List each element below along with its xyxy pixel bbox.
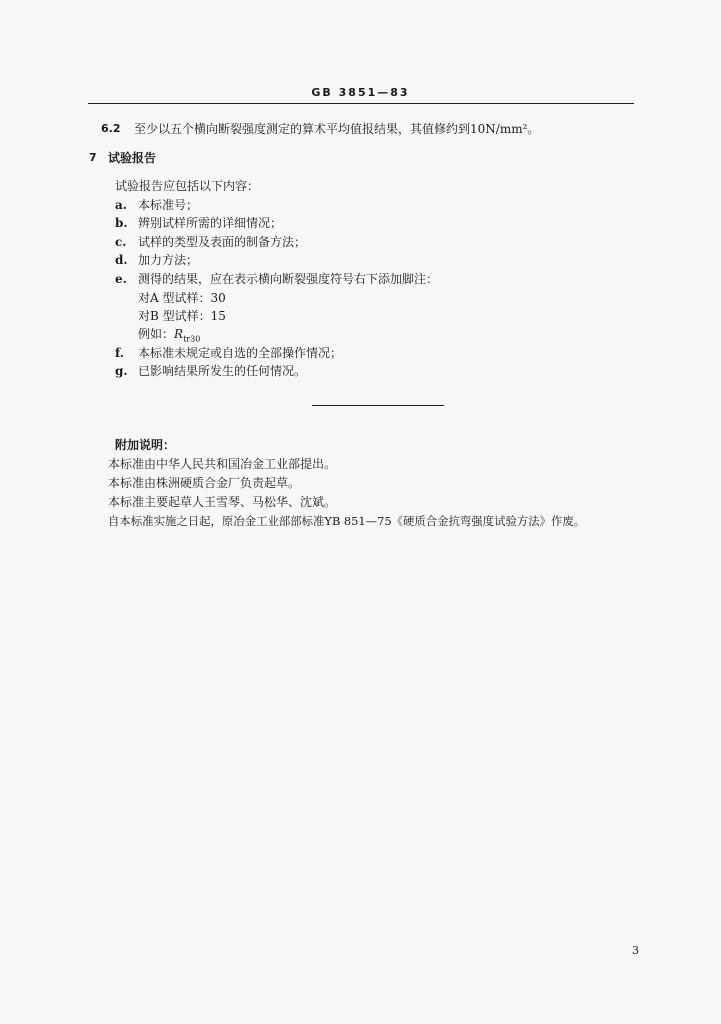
item-text-e: 测得的结果，应在表示横向断裂强度符号右下添加脚注：: [138, 272, 439, 286]
item-label-a: a.: [115, 198, 127, 212]
item-label-f: f.: [115, 346, 124, 360]
additional-note-line: 本标准由株洲硬质合金厂负责起草。: [108, 476, 301, 490]
item-text-g: 已影响结果所发生的任何情况。: [138, 364, 307, 378]
header-rule: [88, 103, 634, 104]
item-text-b: 辨别试样所需的详细情况；: [138, 216, 283, 230]
e-sub-type-b: 对B 型试样：15: [138, 309, 226, 323]
standard-code-header: GB 3851—83: [311, 86, 410, 99]
page-number: 3: [632, 944, 639, 957]
item-label-b: b.: [115, 216, 128, 230]
item-text-d: 加力方法；: [138, 253, 199, 267]
clause-6-2-text: 至少以五个横向断裂强度测定的算术平均值报结果，其值修约到10N/mm²。: [134, 122, 540, 136]
item-label-d: d.: [115, 253, 128, 267]
section-7-title: 试验报告: [108, 151, 157, 165]
separator-rule: [312, 405, 444, 406]
additional-note-line: 本标准主要起草人王雪琴、马松华、沈斌。: [108, 495, 337, 509]
item-label-c: c.: [115, 235, 127, 249]
e-example-prefix: 例如：: [138, 327, 175, 341]
additional-note-line: 自本标准实施之日起，原冶金工业部部标准YB 851—75《硬质合金抗弯强度试验方法》作废。: [108, 514, 586, 528]
e-sub-type-a: 对A 型试样：30: [138, 291, 226, 305]
item-text-f: 本标准未规定或自选的全部操作情况；: [138, 346, 343, 360]
item-text-c: 试样的类型及表面的制备方法；: [138, 235, 307, 249]
e-example-subscript: tr30: [183, 334, 201, 344]
item-label-e: e.: [115, 272, 127, 286]
section-number-7: 7: [89, 151, 97, 164]
item-label-g: g.: [115, 364, 128, 378]
section-7-intro: 试验报告应包括以下内容：: [115, 179, 260, 193]
clause-number-6-2: 6.2: [101, 122, 121, 135]
e-example-symbol: R: [174, 327, 184, 341]
item-text-a: 本标准号；: [138, 198, 199, 212]
additional-note-line: 本标准由中华人民共和国冶金工业部提出。: [108, 457, 337, 471]
additional-notes-title: 附加说明：: [115, 438, 176, 452]
